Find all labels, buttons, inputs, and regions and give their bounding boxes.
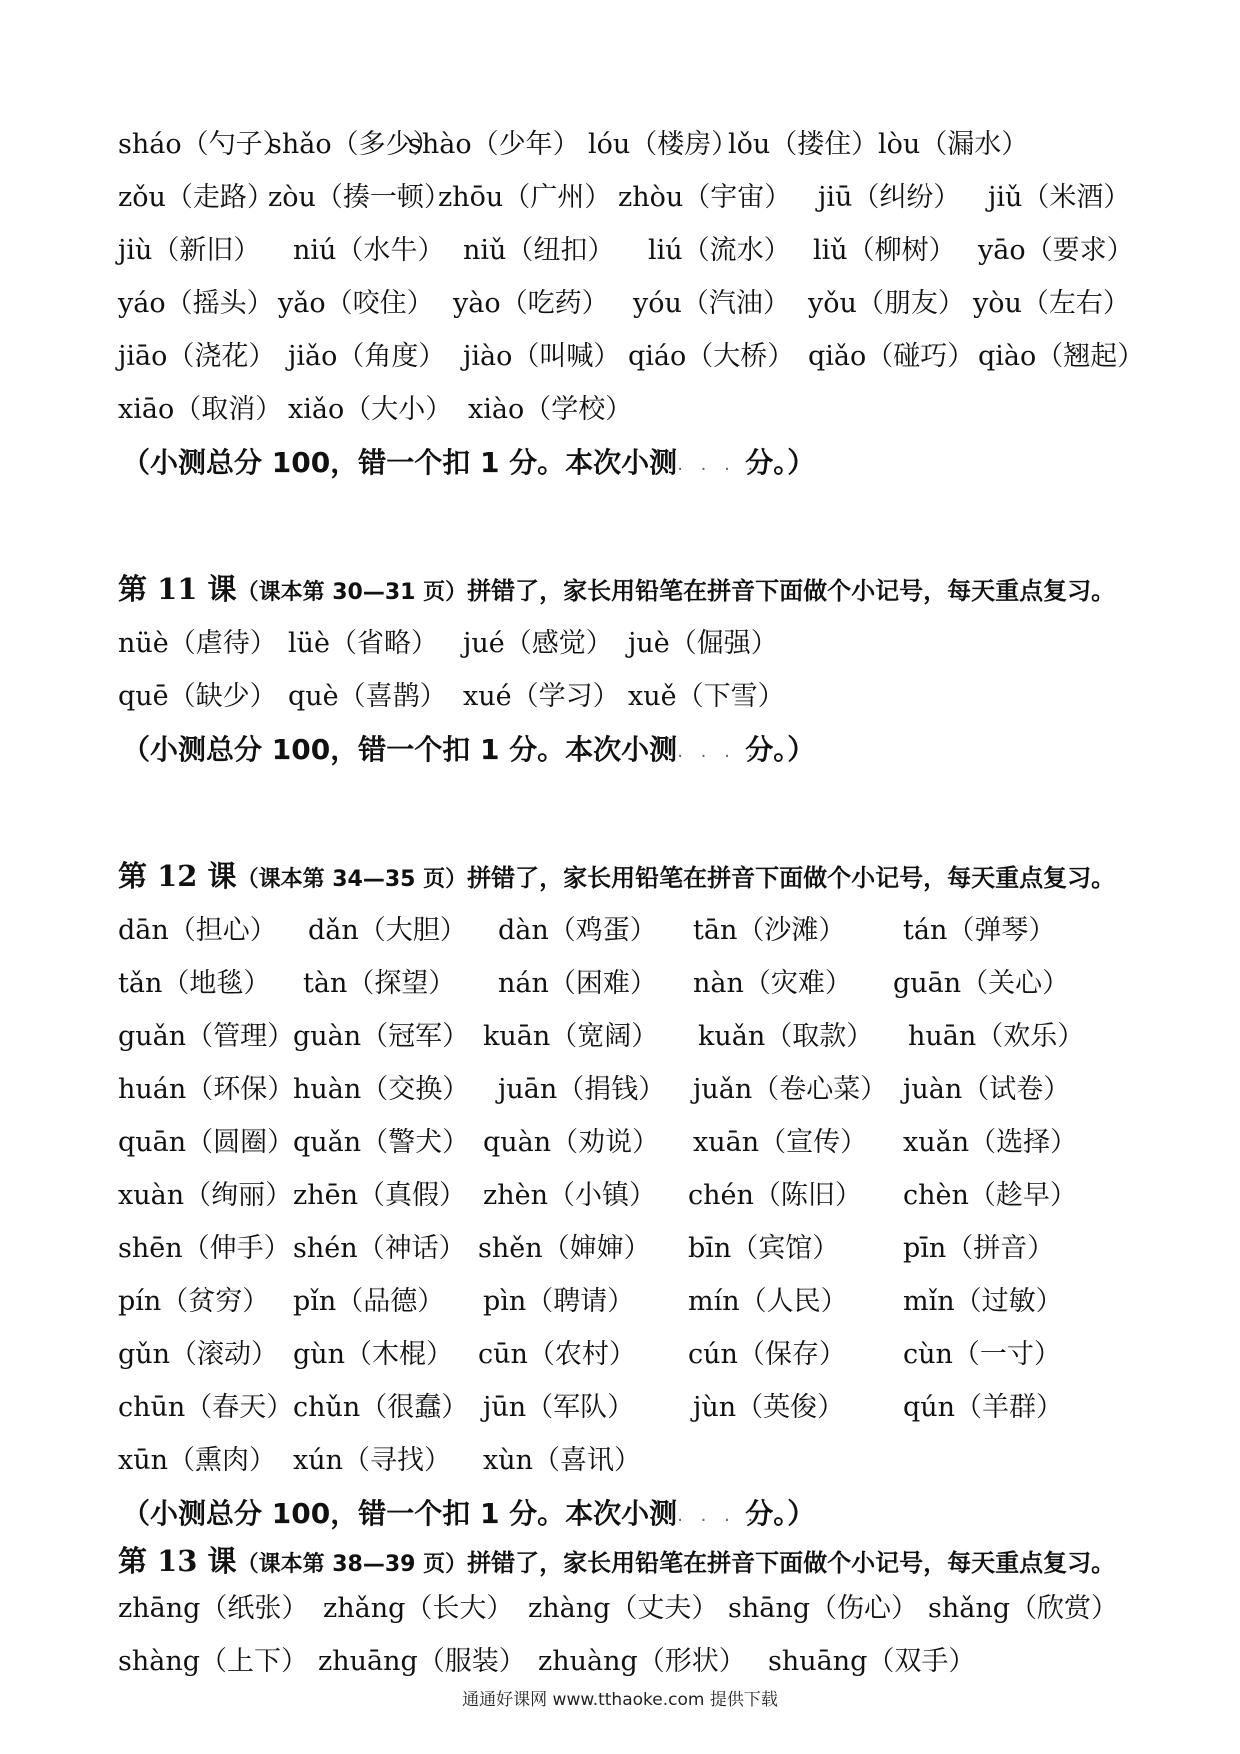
pinyin-word: yǎo（咬住） xyxy=(278,288,434,319)
pinyin-word: gùn（木棍） xyxy=(293,1339,454,1370)
pinyin-word: yǒu（朋友） xyxy=(808,288,965,319)
pinyin-word: qiào（翘起） xyxy=(978,341,1145,372)
pinyin-word: jùn（英俊） xyxy=(693,1392,845,1423)
pinyin-word: xuǎn（选择） xyxy=(903,1127,1078,1158)
page-footer: 通通好课网 www.tthaoke.com 提供下载 xyxy=(462,1690,778,1710)
pinyin-word: jiǔ（米酒） xyxy=(988,182,1131,213)
pinyin-word: pǐn（品德） xyxy=(293,1286,445,1317)
pinyin-word: jiǎo（角度） xyxy=(288,341,446,372)
pinyin-word: guǎn（管理） xyxy=(118,1021,295,1052)
pinyin-word: jiù（新旧） xyxy=(118,235,261,266)
lesson-pages: （课本第 34—35 页） xyxy=(236,867,468,892)
pinyin-word: qún（羊群） xyxy=(903,1392,1064,1423)
lesson-12 xyxy=(118,848,1158,1540)
pinyin-word: zhōu（广州） xyxy=(438,182,612,213)
word-row xyxy=(118,277,1158,330)
score-text: 分。） xyxy=(745,1497,816,1530)
pinyin-word: yāo（要求） xyxy=(978,235,1134,266)
lesson-heading xyxy=(118,848,1158,904)
lesson-11 xyxy=(118,561,1158,776)
pinyin-word: xuàn（绚丽） xyxy=(118,1180,293,1211)
pinyin-word: xuě（下雪） xyxy=(628,681,785,712)
lesson-instruction: 拼错了，家长用铅笔在拼音下面做个小记号，每天重点复习。 xyxy=(467,577,1116,605)
lesson-number: 第 12 课 xyxy=(118,859,237,893)
pinyin-word: shuāng（双手） xyxy=(768,1646,976,1677)
pinyin-word: chén（陈旧） xyxy=(688,1180,862,1211)
pinyin-word: liú（流水） xyxy=(648,235,791,266)
pinyin-word: zhǎng（长大） xyxy=(323,1593,514,1624)
pinyin-word: chǔn（很蠢） xyxy=(293,1392,469,1423)
pinyin-word: xùn（喜讯） xyxy=(483,1445,642,1476)
word-row xyxy=(118,1328,1158,1381)
pinyin-word: juān（捐钱） xyxy=(498,1074,666,1105)
pinyin-word: nán（困难） xyxy=(498,968,657,999)
word-row xyxy=(118,1222,1158,1275)
pinyin-word: lüè（省略） xyxy=(288,628,439,659)
pinyin-word: xiāo（取消） xyxy=(118,394,283,425)
word-row xyxy=(118,1010,1158,1063)
pinyin-word: cún（保存） xyxy=(688,1339,846,1370)
pinyin-word: dān（担心） xyxy=(118,915,277,946)
pinyin-word: niǔ（纽扣） xyxy=(463,235,615,266)
lesson-instruction: 拼错了，家长用铅笔在拼音下面做个小记号，每天重点复习。 xyxy=(467,864,1116,892)
lesson-13 xyxy=(118,1540,1158,1688)
pinyin-word: juè（倔强） xyxy=(628,628,778,659)
pinyin-word: dǎn（大胆） xyxy=(308,915,467,946)
pinyin-word: shēn（伸手） xyxy=(118,1233,291,1264)
pinyin-word: zhèn（小镇） xyxy=(483,1180,656,1211)
score-blank[interactable]: . . . . xyxy=(677,453,760,475)
pinyin-word: quē（缺少） xyxy=(118,681,277,712)
pinyin-word: xūn（熏肉） xyxy=(118,1445,277,1476)
pinyin-word: gǔn（滚动） xyxy=(118,1339,279,1370)
word-row xyxy=(118,1381,1158,1434)
pinyin-word: jiū（纠纷） xyxy=(818,182,961,213)
pinyin-word: tān（沙滩） xyxy=(693,915,846,946)
pinyin-word: chūn（春天） xyxy=(118,1392,294,1423)
pinyin-word: zhòu（宇宙） xyxy=(618,182,792,213)
pinyin-word: shǎo（多少） xyxy=(268,129,440,160)
score-text: （小测总分 100，错一个扣 1 分。本次小测 xyxy=(122,1497,678,1530)
pinyin-word: jiào（叫喊） xyxy=(463,341,621,372)
pinyin-word: lóu（楼房） xyxy=(588,129,739,160)
pinyin-word: jūn（军队） xyxy=(483,1392,635,1423)
word-row xyxy=(118,1116,1158,1169)
pinyin-word: yáo（摇头） xyxy=(118,288,274,319)
pinyin-word: zhuāng（服装） xyxy=(318,1646,526,1677)
pinyin-word: pīn（拼音） xyxy=(903,1233,1055,1264)
score-text: （小测总分 100，错一个扣 1 分。本次小测 xyxy=(122,446,678,479)
word-row xyxy=(118,171,1158,224)
pinyin-word: chèn（趁早） xyxy=(903,1180,1077,1211)
pinyin-word: xiǎo（大小） xyxy=(288,394,453,425)
word-row xyxy=(118,118,1158,171)
lesson-instruction: 拼错了，家长用铅笔在拼音下面做个小记号，每天重点复习。 xyxy=(467,1549,1116,1577)
score-line xyxy=(118,436,1158,489)
pinyin-word: lòu（漏水） xyxy=(878,129,1029,160)
pinyin-word: tàn（探望） xyxy=(303,968,456,999)
pinyin-word: jiāo（浇花） xyxy=(118,341,276,372)
word-row xyxy=(118,1635,1158,1688)
pinyin-word: shào（少年） xyxy=(408,129,580,160)
pinyin-word: nàn（灾难） xyxy=(693,968,852,999)
pinyin-word: mǐn（过敏） xyxy=(903,1286,1063,1317)
word-row xyxy=(118,330,1158,383)
pinyin-word: shěn（婶婶） xyxy=(478,1233,651,1264)
word-row xyxy=(118,904,1158,957)
pinyin-word: yào（吃药） xyxy=(453,288,609,319)
pinyin-word: qiáo（大桥） xyxy=(628,341,795,372)
pinyin-word: guàn（冠军） xyxy=(293,1021,470,1052)
pinyin-word: shàng（上下） xyxy=(118,1646,309,1677)
pinyin-word: jué（感觉） xyxy=(463,628,613,659)
word-row xyxy=(118,1275,1158,1328)
pinyin-word: xún（寻找） xyxy=(293,1445,452,1476)
pinyin-word: quǎn（警犬） xyxy=(293,1127,470,1158)
pinyin-word: mín（人民） xyxy=(688,1286,848,1317)
score-line xyxy=(118,723,1158,776)
word-row xyxy=(118,1169,1158,1222)
lesson-heading xyxy=(118,561,1158,617)
pinyin-word: tǎn（地毯） xyxy=(118,968,271,999)
word-row xyxy=(118,383,1158,436)
pinyin-word: yòu（左右） xyxy=(973,288,1130,319)
pinyin-word: huán（环保） xyxy=(118,1074,295,1105)
block-1 xyxy=(118,118,1158,489)
pinyin-word: juǎn（卷心菜） xyxy=(693,1074,888,1105)
pinyin-word: sháo（勺子） xyxy=(118,129,290,160)
score-line xyxy=(118,1487,1158,1540)
pinyin-word: tán（弹琴） xyxy=(903,915,1056,946)
score-text: 分。） xyxy=(745,733,816,766)
pinyin-word: zhàng（丈夫） xyxy=(528,1593,719,1624)
pinyin-word: liǔ（柳树） xyxy=(813,235,956,266)
pinyin-word: zhuàng（形状） xyxy=(538,1646,746,1677)
pinyin-word: zhēn（真假） xyxy=(293,1180,466,1211)
pinyin-word: shǎng（欣赏） xyxy=(928,1593,1119,1624)
pinyin-word: kuǎn（取款） xyxy=(698,1021,874,1052)
word-row xyxy=(118,957,1158,1010)
pinyin-word: pín（贫穷） xyxy=(118,1286,270,1317)
word-row xyxy=(118,1434,1158,1487)
score-text: 分。） xyxy=(745,446,816,479)
pinyin-word: xué（学习） xyxy=(463,681,620,712)
pinyin-word: cūn（农村） xyxy=(478,1339,636,1370)
score-blank[interactable]: . . . . xyxy=(677,1504,760,1526)
pinyin-word: kuān（宽阔） xyxy=(483,1021,659,1052)
pinyin-word: juàn（试卷） xyxy=(903,1074,1071,1105)
pinyin-word: huān（欢乐） xyxy=(908,1021,1085,1052)
pinyin-word: guān（关心） xyxy=(893,968,1070,999)
pinyin-word: zǒu（走路） xyxy=(118,182,274,213)
score-text: （小测总分 100，错一个扣 1 分。本次小测 xyxy=(122,733,678,766)
pinyin-word: zhāng（纸张） xyxy=(118,1593,309,1624)
pinyin-word: nüè（虐待） xyxy=(118,628,277,659)
pinyin-word: quàn（劝说） xyxy=(483,1127,660,1158)
word-row xyxy=(118,1582,1158,1635)
pinyin-word: cùn（一寸） xyxy=(903,1339,1061,1370)
worksheet xyxy=(118,118,1158,1688)
pinyin-word: shāng（伤心） xyxy=(728,1593,919,1624)
pinyin-word: bīn（宾馆） xyxy=(688,1233,840,1264)
lesson-pages: （课本第 38—39 页） xyxy=(236,1552,468,1577)
pinyin-word: xiào（学校） xyxy=(468,394,633,425)
word-row xyxy=(118,617,1158,670)
pinyin-word: pìn（聘请） xyxy=(483,1286,635,1317)
pinyin-word: xuān（宣传） xyxy=(693,1127,868,1158)
word-row xyxy=(118,224,1158,277)
word-row xyxy=(118,670,1158,723)
pinyin-word: qiǎo（碰巧） xyxy=(808,341,975,372)
pinyin-word: shén（神话） xyxy=(293,1233,466,1264)
pinyin-word: què（喜鹊） xyxy=(288,681,447,712)
pinyin-word: niú（水牛） xyxy=(293,235,445,266)
pinyin-word: huàn（交换） xyxy=(293,1074,470,1105)
lesson-number: 第 13 课 xyxy=(118,1544,237,1578)
lesson-number: 第 11 课 xyxy=(118,572,237,606)
pinyin-word: yóu（汽油） xyxy=(633,288,790,319)
pinyin-word: lǒu（搂住） xyxy=(728,129,879,160)
pinyin-word: dàn（鸡蛋） xyxy=(498,915,657,946)
score-blank[interactable]: . . . . xyxy=(677,740,760,762)
pinyin-word: zòu（揍一顿） xyxy=(268,182,451,213)
lesson-heading xyxy=(118,1540,1158,1582)
pinyin-word: quān（圆圈） xyxy=(118,1127,295,1158)
word-row xyxy=(118,1063,1158,1116)
lesson-pages: （课本第 30—31 页） xyxy=(236,580,468,605)
